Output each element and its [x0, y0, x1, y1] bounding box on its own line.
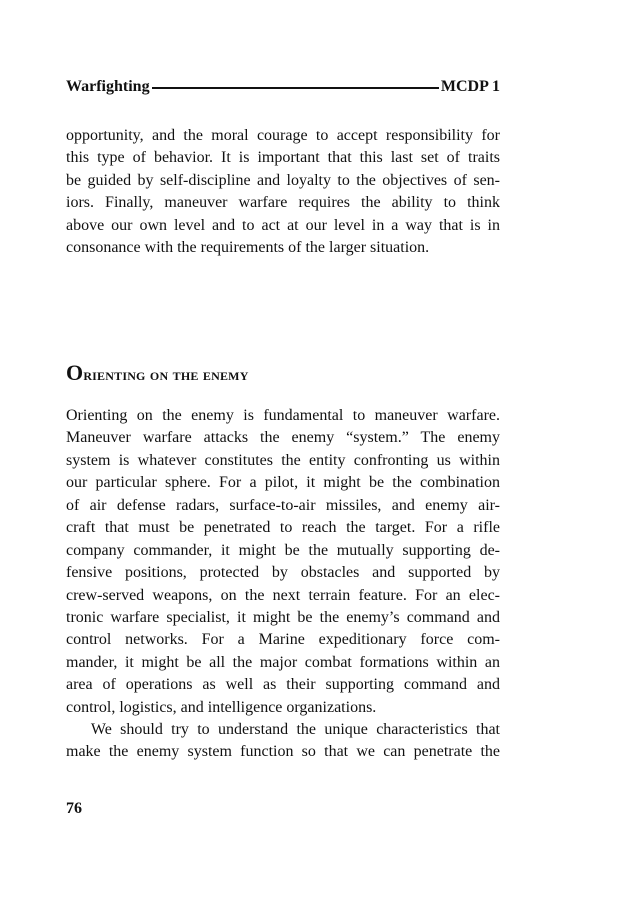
text-line: Maneuver warfare attacks the enemy “system.” The enemy [66, 429, 500, 447]
text-line: control networks. For a Marine expeditionary force com- [66, 631, 500, 649]
heading-initial: O [66, 360, 84, 385]
section-heading [66, 360, 249, 386]
text-line: system is whatever constitutes the entity confronting us within [66, 451, 500, 469]
text-line: this type of behavior. It is important that this last set of traits [66, 149, 500, 167]
text-line: our particular sphere. For a pilot, it might be the combination [66, 474, 500, 492]
text-line: above our own level and to act at our level in a way that is in [66, 216, 500, 234]
text-line: Orienting on the enemy is fundamental to maneuver warfare. [66, 407, 500, 424]
paragraph-1 [66, 125, 500, 260]
text-line: iors. Finally, maneuver warfare requires the ability to think [66, 194, 500, 212]
header-title: Warfighting [66, 78, 150, 95]
running-header [66, 76, 500, 98]
text-line: We should try to understand the unique characteristics that [66, 721, 500, 738]
header-rule [152, 87, 439, 89]
text-line: of air defense radars, surface-to-air missiles, and enemy air- [66, 496, 500, 514]
text-line: be guided by self-discipline and loyalty to the objectives of sen- [66, 171, 500, 189]
text-line: opportunity, and the moral courage to accept responsibility for [66, 127, 500, 144]
text-line: control, logistics, and intelligence organizations. [66, 698, 377, 716]
text-line: company commander, it might be the mutually supporting de- [66, 541, 500, 559]
header-publication: MCDP 1 [440, 78, 500, 95]
heading-rest: rienting on the enemy [83, 365, 249, 384]
text-line: consonance with the requirements of the larger situation. [66, 239, 430, 257]
text-line: area of operations as well as their supporting command and [66, 676, 500, 694]
page-number: 76 [66, 800, 82, 817]
paragraph-2 [66, 405, 500, 719]
text-line: mander, it might be all the major combat formations within an [66, 653, 500, 671]
text-line: fensive positions, protected by obstacles and supported by [66, 564, 500, 582]
paragraph-3 [66, 719, 500, 764]
text-line: make the enemy system function so that we can penetrate the [66, 743, 500, 761]
text-line: crew-served weapons, on the next terrain feature. For an elec- [66, 586, 500, 604]
text-line: craft that must be penetrated to reach the target. For a rifle [66, 519, 500, 537]
text-line: tronic warfare specialist, it might be the enemy’s command and [66, 608, 500, 626]
